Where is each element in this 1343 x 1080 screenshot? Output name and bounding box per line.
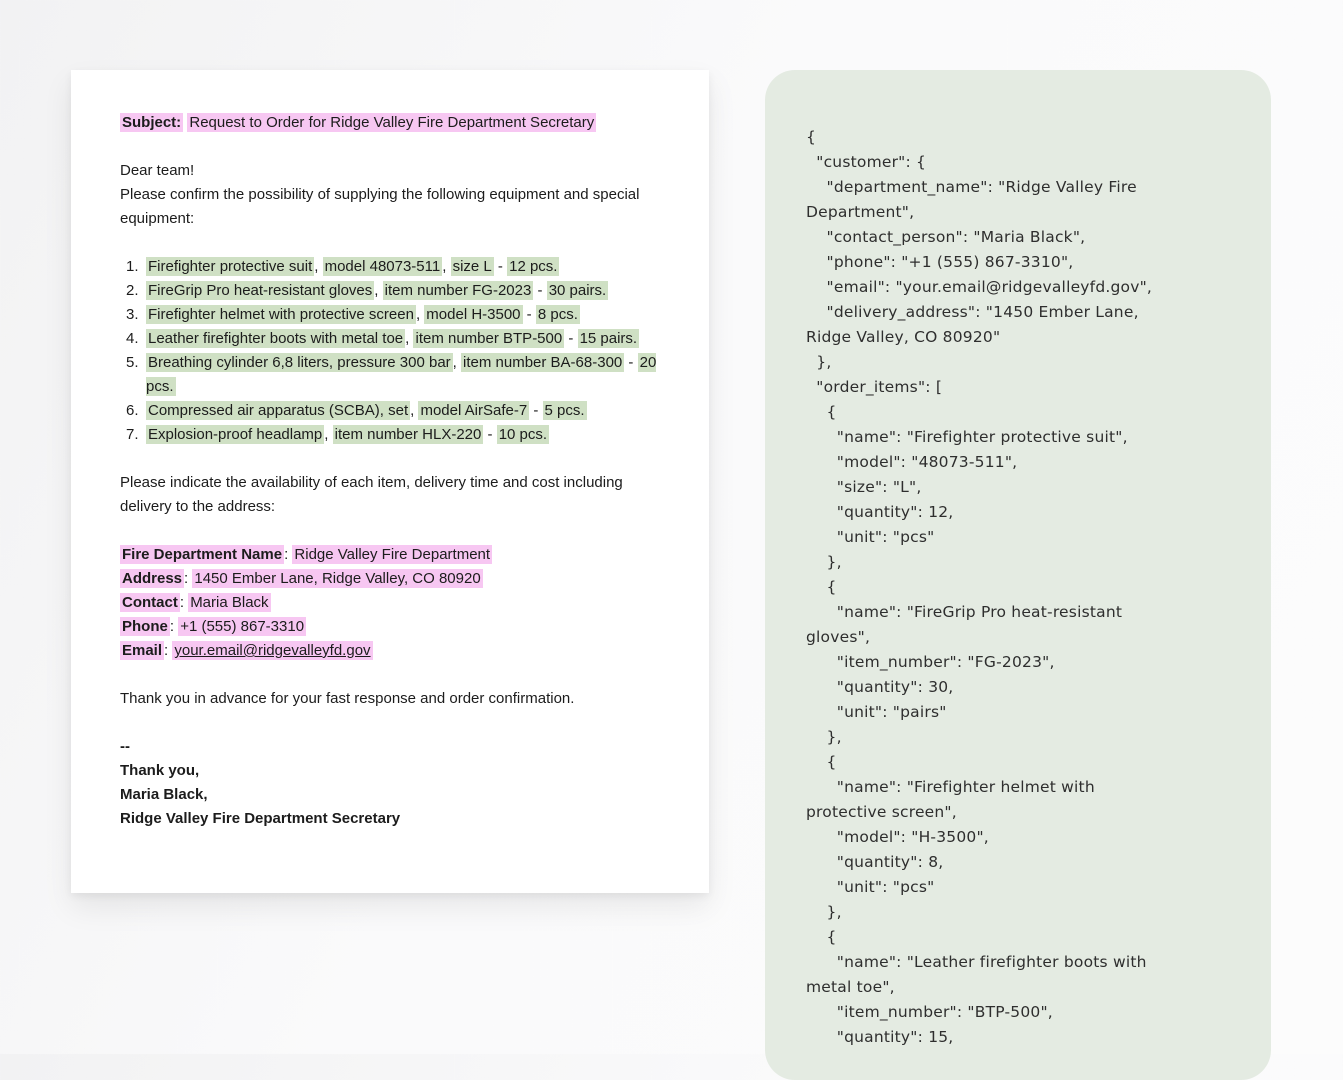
contact-label: Fire Department Name	[122, 546, 283, 563]
greeting: Dear team!	[120, 162, 195, 179]
code-line: {	[806, 928, 837, 946]
code-line: "department_name": "Ridge Valley Fire	[806, 178, 1137, 196]
order-list-number: 6.	[126, 402, 139, 419]
plain-segment: ,	[324, 426, 333, 443]
code-line: },	[806, 903, 842, 921]
highlighted-segment: 8 pcs.	[537, 306, 578, 323]
order-list-item	[120, 351, 665, 399]
subject-line	[120, 111, 665, 135]
highlighted-segment: 12 pcs.	[509, 258, 558, 275]
outro-text: Please indicate the availability of each item, delivery time and cost including delivery to the address:	[120, 474, 623, 515]
highlighted-segment: 10 pcs.	[498, 426, 548, 443]
order-list-item	[120, 423, 665, 447]
plain-segment: -	[483, 426, 497, 443]
signature-line: Thank you,	[120, 762, 200, 779]
signature-block	[120, 735, 665, 831]
email-document-card	[71, 70, 709, 893]
json-panel[interactable]	[765, 70, 1271, 1080]
code-line: "item_number": "BTP-500",	[806, 1003, 1053, 1021]
highlighted-segment: FireGrip Pro heat-resistant gloves	[148, 282, 373, 299]
highlighted-segment: Firefighter helmet with protective screen	[148, 306, 414, 323]
plain-segment: ,	[374, 282, 383, 299]
order-list-item	[120, 327, 665, 351]
order-list-item	[120, 399, 665, 423]
highlighted-segment: Breathing cylinder 6,8 liters, pressure 300 bar	[148, 354, 451, 371]
subject-label: Subject:	[122, 114, 182, 131]
contact-block	[120, 543, 665, 663]
highlighted-segment: Leather firefighter boots with metal toe	[148, 330, 404, 347]
plain-segment: -	[529, 402, 543, 419]
json-code	[765, 70, 1271, 1070]
contact-value: Ridge Valley Fire Department	[294, 546, 491, 563]
order-list	[120, 255, 665, 447]
order-list-number: 5.	[126, 354, 139, 371]
code-line: metal toe",	[806, 978, 895, 996]
code-line: "quantity": 12,	[806, 503, 954, 521]
code-line: "quantity": 15,	[806, 1028, 954, 1046]
email-link[interactable]: your.email@ridgevalleyfd.gov	[174, 642, 371, 659]
contact-value: +1 (555) 867-3310	[180, 618, 305, 635]
code-line: },	[806, 353, 832, 371]
plain-segment: -	[624, 354, 638, 371]
code-line: {	[806, 128, 817, 146]
plain-segment: ,	[314, 258, 323, 275]
contact-row: Fire Department Name : Ridge Valley Fire Department	[122, 546, 491, 563]
code-line: Department",	[806, 203, 915, 221]
plain-segment: ,	[410, 402, 419, 419]
highlighted-segment: item number FG-2023	[384, 282, 532, 299]
order-list-item	[120, 255, 665, 279]
plain-segment: -	[533, 282, 547, 299]
highlighted-segment: size L	[452, 258, 492, 275]
highlighted-segment: model AirSafe-7	[420, 402, 528, 419]
order-list-item	[120, 279, 665, 303]
contact-label: Phone	[122, 618, 168, 635]
email-document	[71, 70, 709, 831]
plain-segment: -	[522, 306, 536, 323]
highlighted-segment: Compressed air apparatus (SCBA), set	[148, 402, 409, 419]
code-line: "name": "Leather firefighter boots with	[806, 953, 1147, 971]
plain-segment: ,	[415, 306, 425, 323]
order-list-number: 1.	[126, 258, 139, 275]
plain-segment: ,	[442, 258, 451, 275]
code-line: "unit": "pairs"	[806, 703, 947, 721]
code-line: protective screen",	[806, 803, 957, 821]
code-line: "quantity": 8,	[806, 853, 944, 871]
code-line: "quantity": 30,	[806, 678, 954, 696]
order-list-number: 7.	[126, 426, 139, 443]
order-list-number: 4.	[126, 330, 139, 347]
highlighted-segment: Explosion-proof headlamp	[148, 426, 323, 443]
contact-row: Contact : Maria Black	[122, 594, 269, 611]
signature-line: Maria Black,	[120, 786, 208, 803]
code-line: "name": "FireGrip Pro heat-resistant	[806, 603, 1123, 621]
code-line: {	[806, 753, 837, 771]
highlighted-segment: model H-3500	[426, 306, 521, 323]
closing-text: Thank you in advance for your fast response and order confirmation.	[120, 690, 575, 707]
highlighted-segment: 5 pcs.	[544, 402, 585, 419]
highlighted-segment: item number BTP-500	[415, 330, 563, 347]
code-line: },	[806, 728, 842, 746]
code-line: "email": "your.email@ridgevalleyfd.gov",	[806, 278, 1153, 296]
code-line: {	[806, 578, 837, 596]
order-list-item	[120, 303, 665, 327]
code-line: },	[806, 553, 842, 571]
highlighted-segment: 30 pairs.	[548, 282, 607, 299]
code-line: gloves",	[806, 628, 871, 646]
code-line: "name": "Firefighter helmet with	[806, 778, 1095, 796]
code-line: "name": "Firefighter protective suit",	[806, 428, 1128, 446]
contact-value: Maria Black	[190, 594, 269, 611]
highlighted-segment: model 48073-511	[324, 258, 441, 275]
order-list-number: 3.	[126, 306, 139, 323]
highlighted-segment: item number BA-68-300	[463, 354, 623, 371]
code-line: "unit": "pcs"	[806, 878, 935, 896]
code-line: "size": "L",	[806, 478, 922, 496]
code-line: "unit": "pcs"	[806, 528, 935, 546]
signature-line: Ridge Valley Fire Department Secretary	[120, 810, 401, 827]
contact-row: Email : your.email@ridgevalleyfd.gov	[122, 642, 371, 659]
highlighted-segment: item number HLX-220	[334, 426, 482, 443]
plain-segment: -	[564, 330, 578, 347]
code-line: {	[806, 403, 837, 421]
highlighted-segment: 15 pairs.	[579, 330, 638, 347]
code-line: "phone": "+1 (555) 867-3310",	[806, 253, 1074, 271]
highlighted-segment: Firefighter protective suit	[148, 258, 313, 275]
code-line: "model": "H-3500",	[806, 828, 989, 846]
code-line: "customer": {	[806, 153, 927, 171]
signature-divider: --	[120, 738, 130, 755]
code-line: "delivery_address": "1450 Ember Lane,	[806, 303, 1139, 321]
order-list-number: 2.	[126, 282, 139, 299]
code-line: "item_number": "FG-2023",	[806, 653, 1055, 671]
code-line: "model": "48073-511",	[806, 453, 1018, 471]
plain-segment: -	[493, 258, 508, 275]
plain-segment: ,	[452, 354, 462, 371]
intro-text: Please confirm the possibility of supplying the following equipment and special equipment:	[120, 186, 640, 227]
contact-value: 1450 Ember Lane, Ridge Valley, CO 80920	[194, 570, 481, 587]
contact-label: Address	[122, 570, 183, 587]
code-line: "order_items": [	[806, 378, 943, 396]
code-line: Ridge Valley, CO 80920"	[806, 328, 1001, 346]
subject-text: Request to Order for Ridge Valley Fire Department Secretary	[189, 114, 595, 131]
intro-paragraph	[120, 159, 665, 231]
contact-row: Phone : +1 (555) 867-3310	[122, 618, 305, 635]
plain-segment: ,	[405, 330, 414, 347]
contact-label: Contact	[122, 594, 178, 611]
contact-label: Email	[122, 642, 163, 659]
code-line: "contact_person": "Maria Black",	[806, 228, 1086, 246]
contact-row: Address : 1450 Ember Lane, Ridge Valley, CO 80920	[122, 570, 481, 587]
highlighted-segment: 20 pcs.	[146, 354, 657, 395]
